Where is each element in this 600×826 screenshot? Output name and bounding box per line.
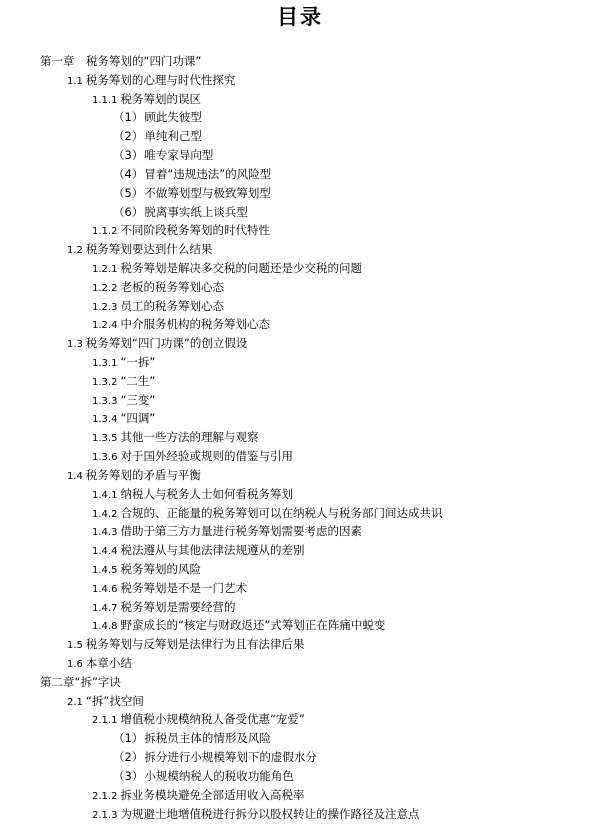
toc-entry[interactable]	[0, 52, 600, 71]
toc-entry[interactable]	[0, 504, 600, 523]
toc-entry[interactable]	[0, 729, 600, 748]
toc-entry[interactable]	[0, 616, 600, 635]
toc-entry-text: 冒着“违规违法”的风险型	[144, 166, 272, 181]
toc-entry[interactable]	[0, 108, 600, 127]
toc-entry[interactable]	[0, 315, 600, 334]
toc-entry[interactable]	[0, 767, 600, 786]
toc-entry[interactable]	[0, 240, 600, 259]
toc-entry[interactable]	[0, 786, 600, 805]
toc-entry[interactable]	[0, 127, 600, 146]
toc-entry-number: 1.6	[67, 659, 83, 670]
toc-entry-number: （5）	[113, 185, 144, 200]
toc-entry-text: 税务筹划是不是一门艺术	[120, 580, 247, 595]
toc-entry-text: 增值税小规模纳税人备受优惠“宠爱”	[120, 712, 305, 727]
toc-entry[interactable]	[0, 560, 600, 579]
toc-entry-text: 拆分进行小规模筹划下的虚假水分	[144, 750, 317, 765]
toc-entry-text: 纳税人与税务人士如何看税务筹划	[120, 486, 293, 501]
toc-entry-text: “一拆”	[120, 355, 156, 369]
toc-entry-number: 1.2.3	[92, 301, 118, 313]
toc-entry[interactable]	[0, 334, 600, 353]
toc-entry-text: 拆业务模块避免全部适用收入高税率	[120, 787, 305, 802]
toc-entry[interactable]	[0, 654, 600, 673]
toc-entry[interactable]	[0, 409, 600, 428]
toc-entry-number: 1.3.4	[92, 414, 118, 426]
toc-entry-number: 1.1	[67, 75, 83, 87]
toc-entry[interactable]	[0, 259, 600, 278]
toc-entry-text: 税务筹划的误区	[120, 91, 201, 106]
page-title: 目录	[277, 5, 323, 29]
toc-entry[interactable]	[0, 541, 600, 560]
toc-entry[interactable]	[0, 203, 600, 222]
toc-entry[interactable]	[0, 673, 600, 692]
toc-entry-text: 野蛮成长的“核定与财政返还”式筹划正在阵痛中蜕变	[120, 618, 386, 633]
toc-entry-text: 税务筹划的矛盾与平衡	[85, 467, 201, 482]
toc-entry[interactable]	[0, 297, 600, 316]
toc-entry-text: 唯专家导向型	[144, 148, 214, 163]
toc-entry-text: 税法遵从与其他法律法规遵从的差别	[120, 543, 305, 558]
toc-entry-number: 1.4.7	[92, 602, 118, 614]
toc-entry[interactable]	[0, 805, 600, 824]
toc-entry-number: 1.3.2	[92, 376, 118, 388]
toc-entry-text: 税务筹划与反筹划是法律行为且有法律后果	[85, 637, 305, 652]
toc-entry[interactable]	[0, 165, 600, 184]
toc-entry[interactable]	[0, 372, 600, 391]
toc-entry-number: 1.1.1	[92, 94, 118, 106]
toc-entry[interactable]	[0, 522, 600, 541]
toc-entry-number: 1.3.1	[92, 358, 118, 369]
toc-entry[interactable]	[0, 692, 600, 711]
toc-entry-text: 对于国外经验或规则的借鉴与引用	[120, 449, 293, 464]
toc-entry[interactable]	[0, 447, 600, 466]
toc-entry-number: 2.1.1	[92, 715, 118, 727]
toc-entry-text: 税务筹划“四门功课”的创立假设	[85, 336, 248, 351]
toc-entry-text: “三变”	[120, 392, 156, 407]
toc-entry-text: 合规的、正能量的税务筹划可以在纳税人与税务部门间达成共识	[120, 505, 443, 520]
toc-entry[interactable]	[0, 353, 600, 372]
toc-entry-text: 为规避土地增值税进行拆分以股权转让的操作路径及注意点	[120, 806, 420, 821]
toc-entry-number: 1.3	[67, 339, 83, 351]
toc-entry-number: 1.3.3	[92, 395, 118, 407]
toc-entry-number: 1.2	[67, 245, 83, 257]
toc-entry-text: “拆”找空间	[85, 693, 144, 708]
toc-entry-text: 第一章 税务筹划的“四门功课”	[40, 54, 202, 68]
toc-entry[interactable]	[0, 466, 600, 485]
toc-entry-number: 1.4.6	[92, 583, 118, 595]
toc-entry-text: 税务筹划的风险	[120, 561, 201, 576]
toc-entry-text: 脱离事实纸上谈兵型	[144, 204, 248, 219]
toc-entry[interactable]	[0, 71, 600, 90]
table-of-contents	[0, 52, 600, 823]
toc-entry-text: 员工的税务筹划心态	[120, 298, 224, 313]
toc-entry-number: 2.1.2	[92, 790, 118, 802]
toc-entry[interactable]	[0, 748, 600, 767]
toc-entry-number: 1.2.4	[92, 320, 118, 332]
toc-entry-number: 2.1	[67, 696, 83, 708]
toc-entry-number: 1.3.5	[92, 433, 118, 445]
toc-entry-number: 2.1.3	[92, 809, 118, 821]
toc-entry[interactable]	[0, 90, 600, 109]
toc-entry-number: 1.2.2	[92, 282, 118, 294]
toc-entry-number: 1.2.1	[92, 263, 118, 275]
toc-entry-text: “四调”	[120, 411, 156, 426]
toc-entry-text: 税务筹划是需要经营的	[120, 599, 236, 614]
toc-entry-number: （2）	[113, 750, 144, 765]
toc-entry-number: （6）	[113, 204, 144, 219]
toc-entry[interactable]	[0, 710, 600, 729]
toc-entry-text: 税务筹划是解决多交税的问题还是少交税的问题	[120, 260, 362, 275]
toc-entry-text: “二生”	[120, 373, 156, 388]
toc-entry-number: （3）	[113, 148, 144, 163]
toc-entry[interactable]	[0, 221, 600, 240]
toc-entry[interactable]	[0, 598, 600, 617]
toc-entry-number: 1.4.5	[92, 564, 118, 576]
toc-entry-number: 1.4	[67, 470, 83, 482]
toc-entry-number: 1.4.8	[92, 621, 118, 633]
toc-entry-number: （1）	[113, 731, 144, 746]
toc-entry-text: 其他一些方法的理解与观察	[120, 430, 259, 445]
toc-entry-number: （1）	[113, 110, 144, 125]
toc-entry-text: 老板的税务筹划心态	[120, 279, 224, 294]
toc-entry-text: 借助于第三方力量进行税务筹划需要考虑的因素	[120, 524, 362, 539]
toc-entry[interactable]	[0, 391, 600, 410]
toc-entry-number: 1.5	[67, 640, 83, 652]
toc-entry-text: 顾此失彼型	[144, 110, 202, 125]
toc-entry[interactable]	[0, 485, 600, 504]
toc-entry[interactable]	[0, 278, 600, 297]
toc-entry-text: 税务筹划的心理与时代性探究	[85, 72, 236, 87]
toc-entry-text: 小规模纳税人的税收功能角色	[144, 768, 294, 783]
toc-entry[interactable]	[0, 428, 600, 447]
toc-entry[interactable]	[0, 146, 600, 165]
toc-entry-text: 单纯利己型	[144, 129, 202, 144]
toc-entry[interactable]	[0, 184, 600, 203]
toc-entry-text: 税务筹划要达到什么结果	[85, 242, 213, 257]
toc-entry-number: （4）	[113, 166, 144, 181]
toc-entry-number: 1.4.1	[92, 489, 118, 501]
toc-entry-number: （2）	[113, 129, 144, 144]
toc-entry-text: 中介服务机构的税务筹划心态	[120, 317, 270, 332]
toc-entry-number: 1.4.4	[92, 546, 118, 558]
toc-entry[interactable]	[0, 579, 600, 598]
toc-entry-text: 不同阶段税务筹划的时代特性	[120, 223, 270, 238]
toc-entry-number: （3）	[113, 768, 144, 783]
toc-entry-number: 1.4.3	[92, 527, 118, 539]
toc-entry-text: 第二章“拆”字诀	[40, 674, 121, 689]
toc-entry-number: 1.3.6	[92, 452, 118, 464]
toc-entry-text: 拆税员主体的情形及风险	[144, 731, 271, 746]
toc-entry-number: 1.1.2	[92, 226, 118, 238]
toc-entry-text: 本章小结	[85, 656, 132, 670]
toc-entry-text: 不做筹划型与极致筹划型	[144, 185, 271, 200]
toc-entry[interactable]	[0, 635, 600, 654]
toc-entry-number: 1.4.2	[92, 508, 118, 520]
